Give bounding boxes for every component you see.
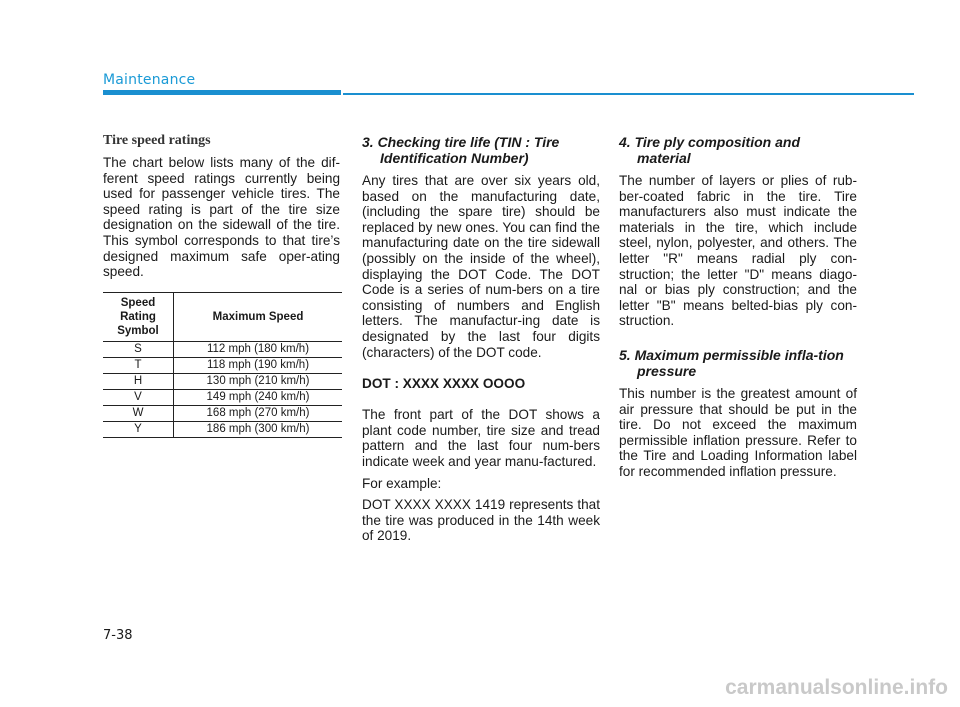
tire-life-paragraph: Any tires that are over six years old, based on the manufacturing date, (including the spare tire) should be replaced by new ones. You can find the manufacturing date on the tire sidewall (possibly on the inside of the wheel), displaying the DOT Code. The DOT Code is a series of num-bers on a tire consisting of numbers and English letters. The manufactur-ing date is designated by the last four digits (characters) of the DOT code. [362, 173, 600, 360]
tire-speed-ratings-heading: Tire speed ratings [103, 133, 211, 148]
column-header-symbol: Speed Rating Symbol [103, 292, 174, 341]
dot-code-format: DOT : XXXX XXXX OOOO [362, 376, 526, 392]
table-row [103, 405, 342, 421]
max-inflation-paragraph: This number is the greatest amount of air pressure that should be put in the tire. Do not exceed the maximum permissible inflation pressure. Refer to the Tire and Loading Information label for recommended inflation pressure. [619, 385, 857, 479]
section-title: Maintenance [103, 72, 196, 88]
ply-composition-heading: 4. Tire ply composition and material [619, 134, 800, 166]
symbol-cell: V [103, 389, 174, 405]
checking-tire-life-heading: 3. Checking tire life (TIN : Tire Identification Number) [362, 134, 560, 166]
speed-cell: 112 mph (180 km/h) [174, 341, 343, 357]
page-number: 7-38 [103, 628, 133, 643]
ply-composition-paragraph: The number of layers or plies of rub-ber-coated fabric in the tire. Tire manufacturers also must indicate the materials in the tire, which include steel, nylon, polyester, and others. The letter "R" means radial ply con-struction; the letter "D" means diago-nal or bias ply construction; and the letter "B" means belted-bias ply con-struction. [619, 173, 857, 329]
speed-ratings-intro: The chart below lists many of the dif-ferent speed ratings currently being used for passenger vehicle tires. The speed rating is part of the tire size designation on the sidewall of the tire. This symbol corresponds to that tire’s designed maximum safe oper-ating speed. [103, 155, 340, 280]
symbol-cell: W [103, 405, 174, 421]
symbol-cell: Y [103, 421, 174, 437]
speed-rating-table [103, 292, 342, 438]
speed-cell: 118 mph (190 km/h) [174, 357, 343, 373]
watermark: carmanualsonline.info [725, 676, 948, 699]
column-header-speed: Maximum Speed [174, 292, 343, 341]
table-row [103, 341, 342, 357]
table-row [103, 389, 342, 405]
speed-cell: 186 mph (300 km/h) [174, 421, 343, 437]
column-middle [362, 130, 600, 544]
table-row [103, 373, 342, 389]
symbol-cell: H [103, 373, 174, 389]
column-right [619, 130, 857, 480]
table-row [103, 357, 342, 373]
symbol-cell: T [103, 357, 174, 373]
header-rule [343, 93, 914, 95]
speed-cell: 149 mph (240 km/h) [174, 389, 343, 405]
dot-explanation-paragraph: The front part of the DOT shows a plant code number, tire size and tread pattern and the last four num-bers indicate week and year manu-factured. [362, 407, 600, 469]
dot-example-paragraph: DOT XXXX XXXX 1419 represents that the tire was produced in the 14th week of 2019. [362, 497, 600, 544]
speed-cell: 130 mph (210 km/h) [174, 373, 343, 389]
max-inflation-heading: 5. Maximum permissible infla-tion pressure [619, 346, 844, 379]
speed-cell: 168 mph (270 km/h) [174, 405, 343, 421]
header-rule-accent [103, 90, 341, 95]
column-left [103, 130, 340, 438]
table-header-row [103, 292, 342, 341]
symbol-cell: S [103, 341, 174, 357]
table-row [103, 421, 342, 437]
example-label: For example: [362, 475, 442, 491]
